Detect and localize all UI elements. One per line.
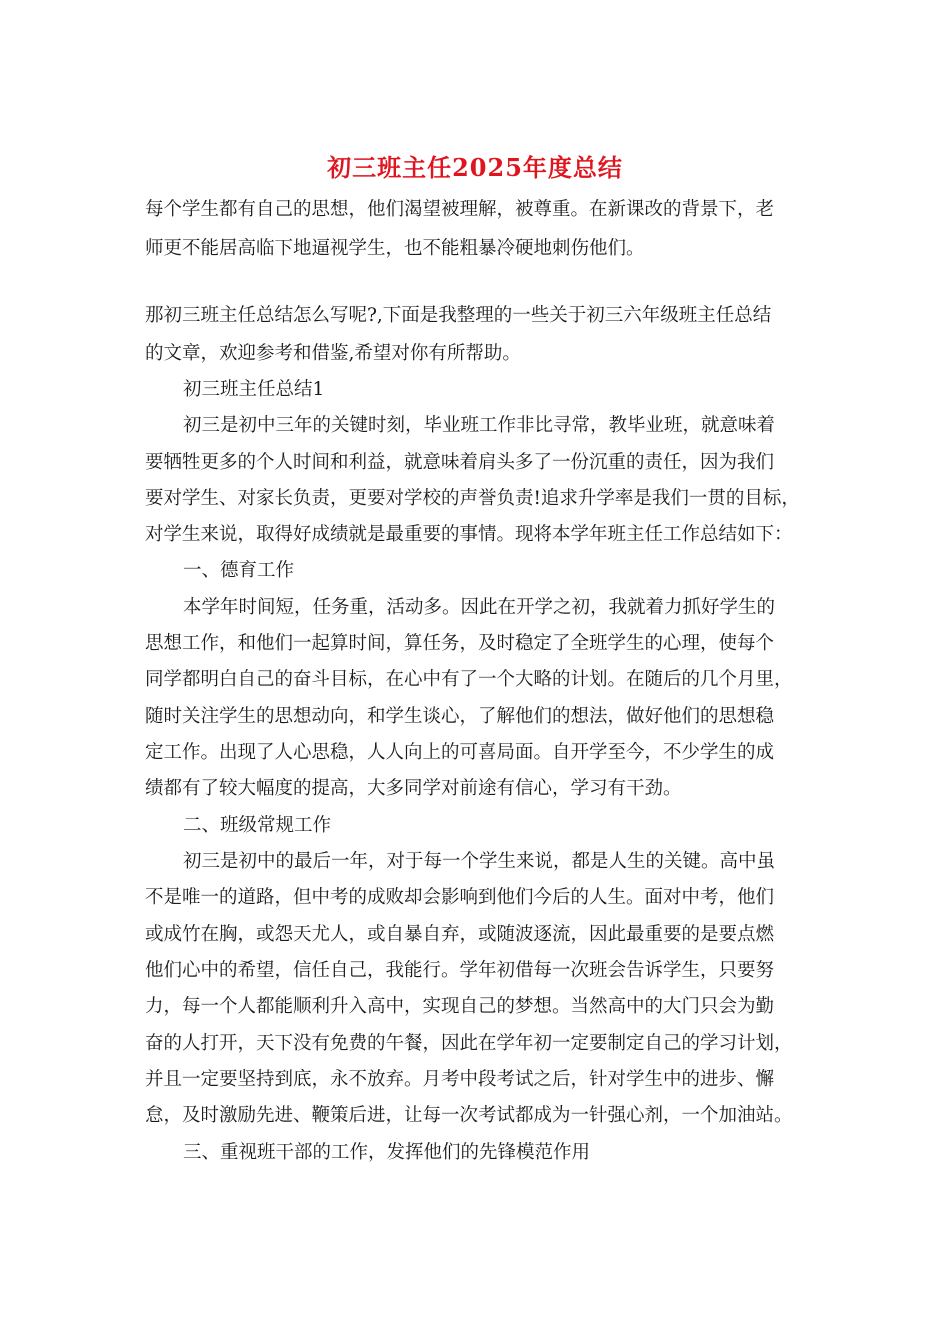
section-heading: 初三班主任总结1: [183, 379, 325, 400]
paragraph-line: 本学年时间短，任务重，活动多。因此在开学之初，我就着力抓好学生的: [183, 597, 776, 618]
paragraph-line: 或成竹在胸，或怨天尤人，或自暴自弃，或随波逐流，因此最重要的是要点燃: [145, 924, 775, 945]
document-title: 初三班主任2025年度总结: [327, 153, 623, 182]
paragraph-line: 要对学生、对家长负责，更要对学校的声誉负责!追求升学率是我们一贯的目标，: [145, 488, 800, 509]
paragraph-line: 绩都有了较大幅度的提高，大多同学对前途有信心，学习有干劲。: [145, 778, 682, 799]
paragraph-line: 力，每一个人都能顺利升入高中，实现自己的梦想。当然高中的大门只会为勤: [145, 996, 775, 1017]
paragraph-line: 师更不能居高临下地逼视学生，也不能粗暴冷硬地刺伤他们。: [145, 238, 645, 259]
paragraph-line: 初三是初中的最后一年，对于每一个学生来说，都是人生的关键。高中虽: [183, 851, 776, 872]
paragraph-line: 每个学生都有自己的思想，他们渴望被理解，被尊重。在新课改的背景下，老: [145, 199, 775, 220]
paragraph-line: 的文章，欢迎参考和借鉴,希望对你有所帮助。: [145, 343, 521, 364]
paragraph-line: 随时关注学生的思想动向，和学生谈心，了解他们的想法，做好他们的思想稳: [145, 706, 775, 727]
paragraph-line: 要牺牲更多的个人时间和利益，就意味着肩头多了一份沉重的责任，因为我们: [145, 452, 775, 473]
paragraph-line: 并且一定要坚持到底，永不放弃。月考中段考试之后，针对学生中的进步、懈: [145, 1069, 775, 1090]
paragraph-line: 怠，及时激励先进、鞭策后进，让每一次考试都成为一针强心剂，一个加油站。: [145, 1105, 793, 1126]
section-heading: 二、班级常规工作: [183, 815, 332, 836]
paragraph-line: 不是唯一的道路，但中考的成败却会影响到他们今后的人生。面对中考，他们: [145, 887, 775, 908]
section-heading: 一、德育工作: [183, 560, 295, 581]
section-heading: 三、重视班干部的工作，发挥他们的先锋模范作用: [183, 1142, 591, 1163]
paragraph-line: 他们心中的希望，信任自己，我能行。学年初借每一次班会告诉学生，只要努: [145, 960, 775, 981]
paragraph-line: 对学生来说，取得好成绩就是最重要的事情。现将本学年班主任工作总结如下：: [145, 524, 793, 545]
paragraph-line: 奋的人打开，天下没有免费的午餐，因此在学年初一定要制定自己的学习计划，: [145, 1033, 793, 1054]
paragraph-line: 初三是初中三年的关键时刻，毕业班工作非比寻常，教毕业班，就意味着: [183, 415, 776, 436]
paragraph-line: 那初三班主任总结怎么写呢?,下面是我整理的一些关于初三六年级班主任总结: [145, 305, 772, 326]
paragraph-line: 思想工作，和他们一起算时间，算任务，及时稳定了全班学生的心理，使每个: [145, 633, 775, 654]
paragraph-line: 定工作。出现了人心思稳，人人向上的可喜局面。自开学至今，不少学生的成: [145, 742, 775, 763]
paragraph-line: 同学都明白自己的奋斗目标，在心中有了一个大略的计划。在随后的几个月里，: [145, 669, 793, 690]
